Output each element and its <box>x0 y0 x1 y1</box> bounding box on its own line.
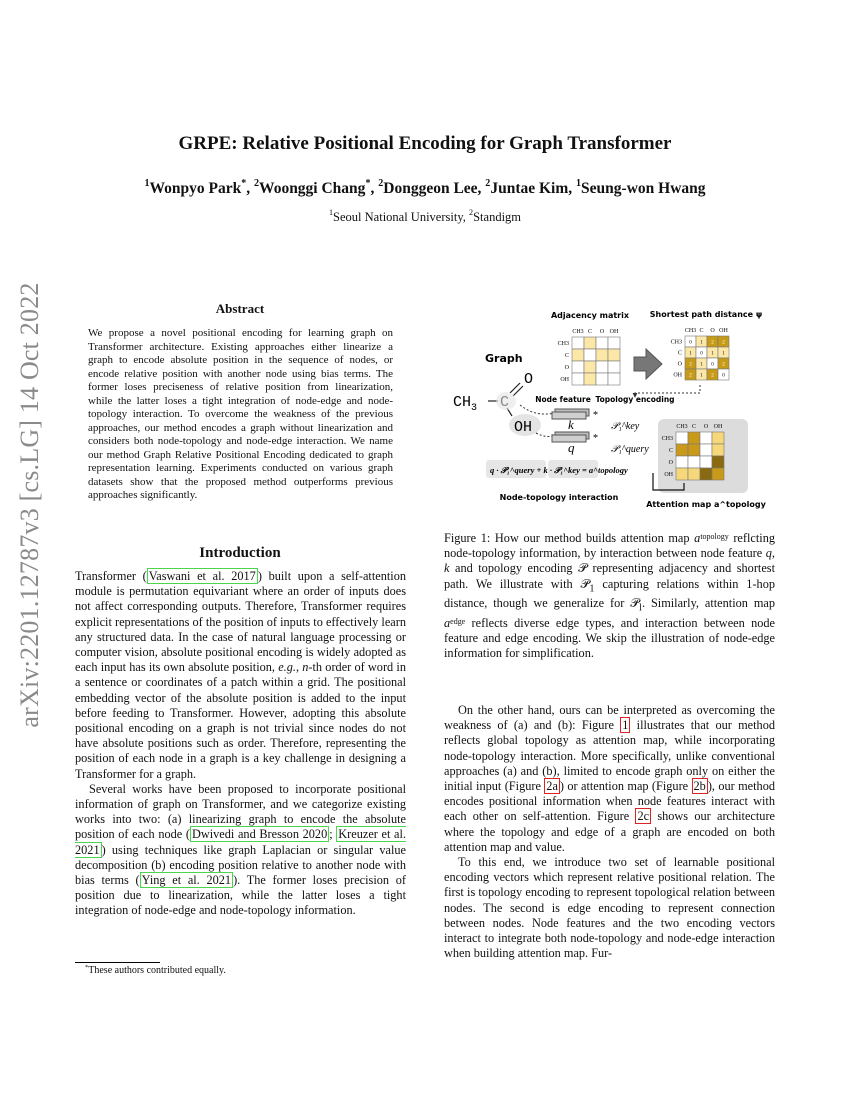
matrix-cell <box>584 349 596 361</box>
author: $^2$Donggeon Lee, <box>378 178 486 197</box>
matrix-value: 1 <box>689 350 692 357</box>
matrix-cell <box>712 444 724 456</box>
matrix-cell <box>712 456 724 468</box>
matrix-cell <box>572 337 584 349</box>
paragraph: Several works have been proposed to incorporate positional information of graph on Transformer, and we categorize existing works into two: (a) linearizing graph to encode the absolute position of each node ( Dwivedi and Bresson 2020 ; Kreuzer et al. 2021 ) using techniques like graph Laplacian or singular value decomposition (b) encoding position relative to another node with bias terms ( Ying et al. 2021 ). The former loses precision of position due to linearization, while the latter loses a tight integration of node-edge and node-topology information. <box>75 781 406 918</box>
dashed-arrow <box>520 405 556 414</box>
matrix-cell <box>596 349 608 361</box>
row-label: O <box>677 361 682 368</box>
row-label: OH <box>560 377 569 383</box>
matrix-cell <box>608 361 620 373</box>
paragraph: On the other hand, ours can be interpreted as overcoming the weakness of (a) and (b): Figure 1 illustrates that our method reflects global topology as attention map, while incorporating node-topology interaction. More specifically, unlike conventional approaches (a) and (b), limited to encode graph only on either the initial input (Figure 2a ) or attention map (Figure 2b ), our method encodes positional information when node features interact with each other on self-attention. Figure 2c shows our architecture where the topology and edge of a graph are encoded on both attention map and value. <box>444 703 776 854</box>
arrow-icon <box>634 349 662 379</box>
multiply-symbol: * <box>593 433 598 444</box>
column-label: OH <box>713 424 723 430</box>
matrix-cell <box>596 361 608 373</box>
matrix-cell <box>572 373 584 385</box>
paper-title: GRPE: Relative Positional Encoding for Graph Transformer <box>178 133 672 154</box>
matrix-value: 2 <box>711 339 714 346</box>
introduction-body <box>75 569 406 919</box>
column-label: C <box>587 329 593 335</box>
row-label: C <box>677 350 682 357</box>
citation-link[interactable]: Vaswani et al. 2017 <box>148 569 256 583</box>
matrix-cell <box>676 432 688 444</box>
row-label: OH <box>664 472 673 478</box>
paragraph: To this end, we introduce two set of learnable positional encoding vectors which represent relative positional relation. The first is topology encoding to represent topological relation between nodes. The second is edge encoding to represent connection between nodes. Node features and the two encoding vectors interact to integrate both node-topology and node-edge interaction when building attention map. Fur- <box>444 855 775 961</box>
bond <box>513 386 523 396</box>
matrix-value: 0 <box>689 339 692 346</box>
column-label: O <box>710 328 715 334</box>
matrix-value: 1 <box>722 350 725 357</box>
q-label: q <box>568 440 575 455</box>
atom-ch3: $CH_3$ <box>453 394 478 414</box>
matrix-value: 1 <box>700 372 703 379</box>
abstract-text: We propose a novel positional encoding for learning graph on Transformer architecture. Existing approaches either linearize a graph to encode absolute position in the sequence of nodes, or encode relative position with another node using bias terms. The former loses preciseness of relative position from linearization, while the latter loses a tight integration of node-edge and node-topology interaction. To overcome the weakness of the previous approaches, our method encodes a graph without linearization and considers both node-topology and node-edge interaction. We name our method Graph Relative Positional Encoding dedicated to graph representation learning. Experiments conducted on various graph datasets show that the proposed method outperforms previous approaches significantly. <box>88 327 393 501</box>
adjacency-matrix <box>558 329 620 385</box>
multiply-symbol: * <box>593 410 598 421</box>
column-label: OH <box>609 329 619 335</box>
figure-caption: Figure 1: How our method builds attention map $a^{topology}$ reflcting node-topology information, by interaction between node feature q, k and topology encoding 𝒫 representing adjacency and shortest path. We illustrate with 𝒫$_1$ capturing relations within 1-hop distance, though we generalize for 𝒫$_l$. Similarly, attention map $a^{edge}$ reflects diverse edge types, and interaction between node feature and edge encoding. We skip the illustration of node-edge information for simplification. <box>444 531 775 661</box>
author: $^2$Juntae Kim, <box>485 178 577 197</box>
adjacency-title: Adjacency matrix <box>550 311 630 320</box>
matrix-cell <box>688 468 700 480</box>
row-label: O <box>668 460 673 466</box>
matrix-cell <box>584 373 596 385</box>
matrix-cell <box>596 337 608 349</box>
introduction-heading: Introduction <box>199 545 281 561</box>
atom-oh: OH <box>514 419 533 436</box>
matrix-cell <box>688 444 700 456</box>
row-label: CH3 <box>557 341 569 347</box>
matrix-cell <box>608 337 620 349</box>
citation-link[interactable]: Kreuzer et al. 2021 <box>75 827 406 857</box>
figure-ref-link[interactable]: 2c <box>637 809 650 824</box>
matrix-cell <box>596 373 608 385</box>
row-label: CH3 <box>661 436 673 442</box>
matrix-value: 1 <box>700 361 703 368</box>
p-query-label: 𝒫₁^query <box>611 444 649 455</box>
abstract-heading: Abstract <box>215 301 265 316</box>
matrix-cell <box>608 349 620 361</box>
bond <box>510 383 520 393</box>
arxiv-stamp: arXiv:2201.12787v3 [cs.LG] 14 Oct 2022 <box>15 282 44 728</box>
matrix-cell <box>700 456 712 468</box>
matrix-value: 0 <box>722 372 725 379</box>
figure-1 <box>448 305 778 515</box>
author-list <box>0 180 850 198</box>
column-label: C <box>691 424 697 430</box>
graph-label: Graph <box>485 352 523 365</box>
matrix-value: 0 <box>700 350 703 357</box>
column-label: OH <box>719 328 728 334</box>
affiliations: $^1$Seoul National University, $^2$Standigm <box>328 208 522 224</box>
attention-map-label: Attention map a^topology <box>646 500 766 509</box>
matrix-value: 1 <box>700 339 703 346</box>
matrix-value: 2 <box>689 361 692 368</box>
k-label: k <box>568 417 574 432</box>
matrix-cell <box>688 456 700 468</box>
matrix-cell <box>700 444 712 456</box>
figure-ref-link[interactable]: 1 <box>622 718 629 733</box>
right-column-body <box>444 703 775 961</box>
shortest-path-title: Shortest path distance ψ <box>649 310 763 319</box>
figure-ref-link[interactable]: 2b <box>693 779 706 794</box>
matrix-value: 1 <box>711 350 714 357</box>
matrix-cell <box>572 349 584 361</box>
row-label: O <box>564 365 569 371</box>
interaction-label: Node-topology interaction <box>499 493 619 502</box>
matrix-cell <box>676 456 688 468</box>
node-feature-label: Node feature <box>535 395 591 404</box>
p-key-label: 𝒫₁^key <box>611 421 640 432</box>
column-label: O <box>703 424 709 430</box>
column-label: CH3 <box>572 329 584 335</box>
matrix-value: 2 <box>722 361 725 368</box>
matrix-cell <box>584 361 596 373</box>
matrix-value: 2 <box>711 372 714 379</box>
row-label: C <box>668 448 673 454</box>
matrix-cell <box>608 373 620 385</box>
matrix-cell <box>712 432 724 444</box>
footnote: *These authors contributed equally. <box>85 963 226 976</box>
matrix-cell <box>676 444 688 456</box>
author: $^2$Woonggi Chang*, <box>254 178 379 197</box>
row-label: C <box>564 353 569 359</box>
footnote-rule <box>75 962 160 963</box>
matrix-cell <box>712 468 724 480</box>
row-label: OH <box>673 372 682 379</box>
atom-o: O <box>524 371 534 388</box>
column-label: C <box>699 328 704 334</box>
column-label: O <box>599 329 605 335</box>
equation: q · 𝒫₁^query + k · 𝒫₁^key = a^topology <box>490 465 628 475</box>
matrix-value: 2 <box>722 339 725 346</box>
matrix-cell <box>584 337 596 349</box>
shortest-path-matrix <box>671 328 729 380</box>
matrix-cell <box>676 468 688 480</box>
topology-encoding-label: Topology encoding <box>595 395 675 404</box>
matrix-cell <box>572 361 584 373</box>
column-label: CH3 <box>684 328 697 334</box>
row-label: CH3 <box>670 339 682 346</box>
matrix-cell <box>700 432 712 444</box>
figure-ref-link[interactable]: 2a <box>546 779 558 794</box>
matrix-value: 2 <box>689 372 692 379</box>
author: $^1$Seung-won Hwang <box>576 178 706 197</box>
matrix-cell <box>700 468 712 480</box>
matrix-value: 0 <box>711 361 714 368</box>
author: $^1$Wonpyo Park*, <box>144 178 255 197</box>
c-highlight <box>496 392 516 410</box>
matrix-cell <box>688 432 700 444</box>
citation-link[interactable]: Ying et al. 2021 <box>141 873 232 888</box>
paragraph: Transformer ( Vaswani et al. 2017 ) built upon a self-attention module is permutation equivariant where an order of inputs does not affect corresponding outputs. Therefore, Transformer requires explicit representations of the position of inputs to effectively learn any structured data. In the case of natural language processing or computer vision, absolute positional encoding is widely adopted as each input has its own absolute position, e.g., n-th order of word in a sentence or coordinates of a patch within a grid. The positional embedding vector of the absolute position is added to the input before feeding to Transformer. However, adopting this absolute positional encoding on a graph is not trivial since nodes do not have absolute positions such as order. Therefore, representing the position of each node in a graph is a key challenge in designing a Transformer for a graph. <box>75 569 406 781</box>
citation-link[interactable]: Dwivedi and Bresson 2020 <box>191 827 328 842</box>
column-label: CH3 <box>676 424 688 430</box>
